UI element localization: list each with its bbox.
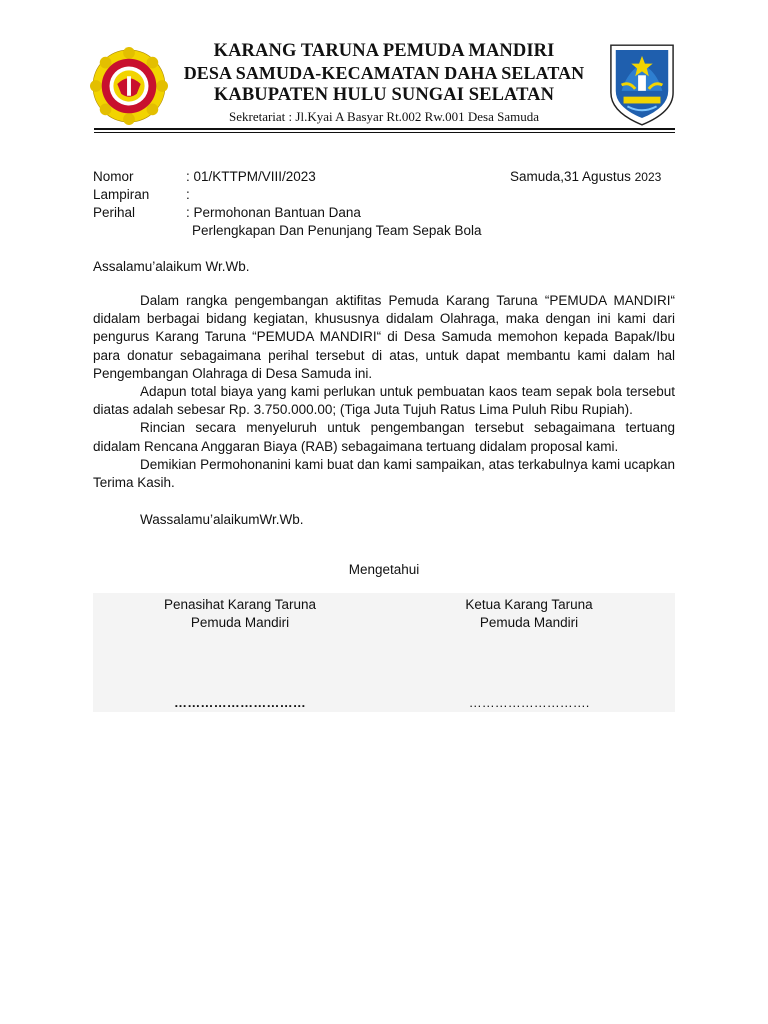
paragraph: Dalam rangka pengembangan aktifitas Pemuda Karang Taruna “PEMUDA MANDIRI“ didalam berbagai bidang kegiatan, khususnya didalam Olahraga, maka dengan ini kami dari pengurus Karang Taruna “PEMUDA MANDIRI“ di Desa Samuda memohon kepada Bapak/Ibu para donatur sebagaimana perihal tersebut di atas, untuk dapat membantu kami dalam hal Pengembangan Olahraga di Desa Samuda ini. — [93, 293, 675, 381]
letter-body — [93, 292, 675, 492]
advisor-org: Pemuda Mandiri — [190, 615, 290, 630]
chairman-title: Ketua Karang Taruna — [465, 597, 593, 612]
perihal-value-continued: Perlengkapan Dan Penunjang Team Sepak Bola — [192, 223, 482, 238]
closing-salutation: Wassalamu’alaikumWr.Wb. — [140, 512, 304, 527]
secretariat-address: Sekretariat : Jl.Kyai A Basyar Rt.002 Rw.001 Desa Samuda — [228, 109, 540, 124]
chairman-signature-line: ………………………. — [468, 695, 590, 710]
paragraph: Demikian Permohonanini kami buat dan kami sampaikan, atas terkabulnya kami ucapkan Terima Kasih. — [93, 456, 675, 491]
perihal-value: : Permohonan Bantuan Dana — [186, 205, 361, 220]
advisor-title: Penasihat Karang Taruna — [163, 597, 317, 612]
nomor-value: : 01/KTTPM/VIII/2023 — [186, 169, 316, 184]
signature-block — [93, 593, 675, 712]
lampiran-label: Lampiran — [93, 187, 150, 202]
mengetahui-heading: Mengetahui — [348, 562, 420, 577]
village-district: DESA SAMUDA-KECAMATAN DAHA SELATAN — [183, 63, 585, 83]
karang-taruna-emblem-icon — [90, 47, 168, 125]
date-place: Samuda,31 Agustus — [510, 169, 631, 184]
date-year: 2023 — [634, 170, 662, 184]
regency-name: KABUPATEN HULU SUNGAI SELATAN — [213, 85, 555, 105]
advisor-signature-line: ………………………… — [174, 695, 306, 710]
organization-name: KARANG TARUNA PEMUDA MANDIRI — [213, 41, 555, 61]
letter-date — [510, 168, 661, 186]
header-rule-thick — [94, 128, 675, 130]
paragraph: Rincian secara menyeluruh untuk pengembangan tersebut sebagaimana tertuang didalam Rencana Anggaran Biaya (RAB) sebagaimana tertuang didalam proposal kami. — [93, 420, 675, 454]
regency-shield-crest-icon — [608, 42, 676, 128]
signature-advisor — [120, 596, 360, 632]
signature-chairman — [409, 596, 649, 632]
lampiran-value: : — [186, 187, 190, 202]
letterhead — [0, 40, 768, 130]
perihal-label: Perihal — [93, 205, 136, 220]
greeting: Assalamu’alaikum Wr.Wb. — [93, 259, 250, 274]
paragraph: Adapun total biaya yang kami perlukan untuk pembuatan kaos team sepak bola tersebut diatas adalah sebesar Rp. 3.750.000.00; (Tiga Juta Tujuh Ratus Lima Puluh Ribu Rupiah). — [93, 384, 675, 418]
header-rule-thin — [94, 132, 675, 133]
nomor-label: Nomor — [93, 169, 134, 184]
chairman-org: Pemuda Mandiri — [479, 615, 579, 630]
